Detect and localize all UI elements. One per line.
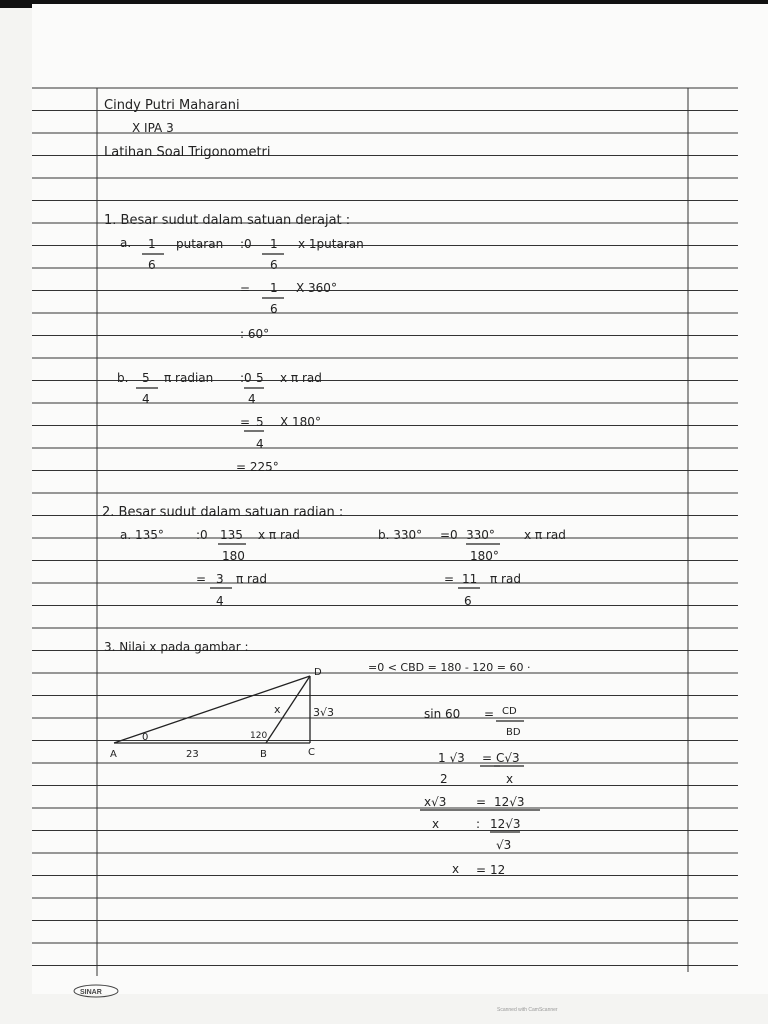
q1a-den: 6 <box>148 258 156 272</box>
q3-l3-right: 12√3 <box>494 795 525 809</box>
q1b-step2-op: = <box>240 415 251 429</box>
q2b-step1-op: =0 <box>440 528 458 542</box>
q2a-label: a. 135° <box>120 528 164 542</box>
length-CD: 3√3 <box>313 706 335 719</box>
notebook-logo <box>74 985 118 997</box>
q1b-step1-den: 4 <box>248 392 256 406</box>
q2a-step1-num: 135 <box>220 528 243 542</box>
angle-A-label: 0 <box>142 732 149 743</box>
vertex-A: A <box>110 749 117 760</box>
length-AB: 23 <box>186 749 199 760</box>
q1b-step2-num: 5 <box>256 415 264 429</box>
vertex-D: D <box>314 667 322 678</box>
q1b-step1-rest: x π rad <box>280 371 322 385</box>
q2b-step1-den: 180° <box>470 549 499 563</box>
q3-angle-line: =0 < CBD = 180 - 120 = 60 · <box>368 661 531 674</box>
q1b-den: 4 <box>142 392 150 406</box>
q1a-step2-num: 1 <box>270 281 278 295</box>
q1b-step2-den: 4 <box>256 437 264 451</box>
q3-l1-den: BD <box>506 727 521 738</box>
q3-l2-rden: x <box>506 772 514 786</box>
q3-l3-eq: = <box>476 795 487 809</box>
q1-heading: 1. Besar sudut dalam satuan derajat : <box>104 213 351 228</box>
q1b-step2-rest: X 180° <box>280 415 321 429</box>
q3-l1-left: sin 60 <box>424 707 461 721</box>
student-class: X IPA 3 <box>132 121 174 135</box>
q1a-label: a. <box>120 236 132 250</box>
q2a-step1-den: 180 <box>222 549 245 563</box>
q1b-step1-op: :0 <box>240 371 252 385</box>
student-name: Cindy Putri Maharani <box>104 98 240 113</box>
side-BD <box>266 676 310 743</box>
q3-l4-eq: : <box>476 817 481 831</box>
q2a-step2-num: 3 <box>216 572 224 586</box>
logo-text: SINAR <box>80 989 102 996</box>
q1b-result: = 225° <box>236 460 279 474</box>
q2b-step1-num: 330° <box>466 528 495 542</box>
q2b-step2-rest: π rad <box>490 572 521 586</box>
q2b-label: b. 330° <box>378 528 423 542</box>
q3-l1-eq: = <box>484 707 495 721</box>
q2a-step2-den: 4 <box>216 594 224 608</box>
vertex-C: C <box>308 747 315 758</box>
q2b-step2-op: = <box>444 572 455 586</box>
worksheet-title: Latihan Soal Trigonometri <box>104 145 271 160</box>
q1a-step1-den: 6 <box>270 258 278 272</box>
q3-l4-den: √3 <box>496 838 512 852</box>
q3-l2-den: 2 <box>440 772 448 786</box>
q3-l4-left: x <box>432 817 440 831</box>
q2b-step2-num: 11 <box>462 572 478 586</box>
q2b-step1-rest: x π rad <box>524 528 566 542</box>
q3-l5-right: 12 <box>490 863 506 877</box>
q3-l2-num: 1 √3 <box>438 751 465 765</box>
vertex-B: B <box>260 749 267 760</box>
q3-heading: 3. Nilai x pada gambar : <box>104 640 249 654</box>
q3-l2-rnum: C√3 <box>496 751 520 765</box>
q3-l2-eq: = <box>482 751 493 765</box>
q3-l5-left: x <box>452 862 460 876</box>
angle-B-label: 120 <box>250 731 268 741</box>
q1a-unit: putaran <box>176 237 224 251</box>
q1a-step1-rest: x 1putaran <box>298 237 364 251</box>
q1b-step1-num: 5 <box>256 371 264 385</box>
q1b-unit: π radian <box>164 371 214 385</box>
q2a-step2-rest: π rad <box>236 572 267 586</box>
q2a-step1-rest: x π rad <box>258 528 300 542</box>
q3-l3-left: x√3 <box>424 795 447 809</box>
q2a-step1-op: :0 <box>196 528 208 542</box>
q1a-result: : 60° <box>240 327 270 341</box>
q1b-label: b. <box>117 371 129 385</box>
fraction-bars <box>136 254 540 832</box>
q3-l4-num: 12√3 <box>490 817 521 831</box>
label-x: x <box>274 703 281 716</box>
scanner-watermark: Scanned with CamScanner <box>497 1007 558 1013</box>
q1a-num: 1 <box>148 237 156 251</box>
q1a-step1-op: :0 <box>240 237 252 251</box>
q2b-step2-den: 6 <box>464 594 472 608</box>
q1a-step2-op: = <box>240 282 251 296</box>
q1a-step2-rest: X 360° <box>296 281 337 295</box>
q3-l1-num: CD <box>502 706 517 717</box>
q2-heading: 2. Besar sudut dalam satuan radian : <box>102 505 344 520</box>
q1b-num: 5 <box>142 371 150 385</box>
q1a-step1-num: 1 <box>270 237 278 251</box>
q2a-step2-op: = <box>196 572 207 586</box>
q1a-step2-den: 6 <box>270 302 278 316</box>
q3-l5-eq: = <box>476 863 487 877</box>
